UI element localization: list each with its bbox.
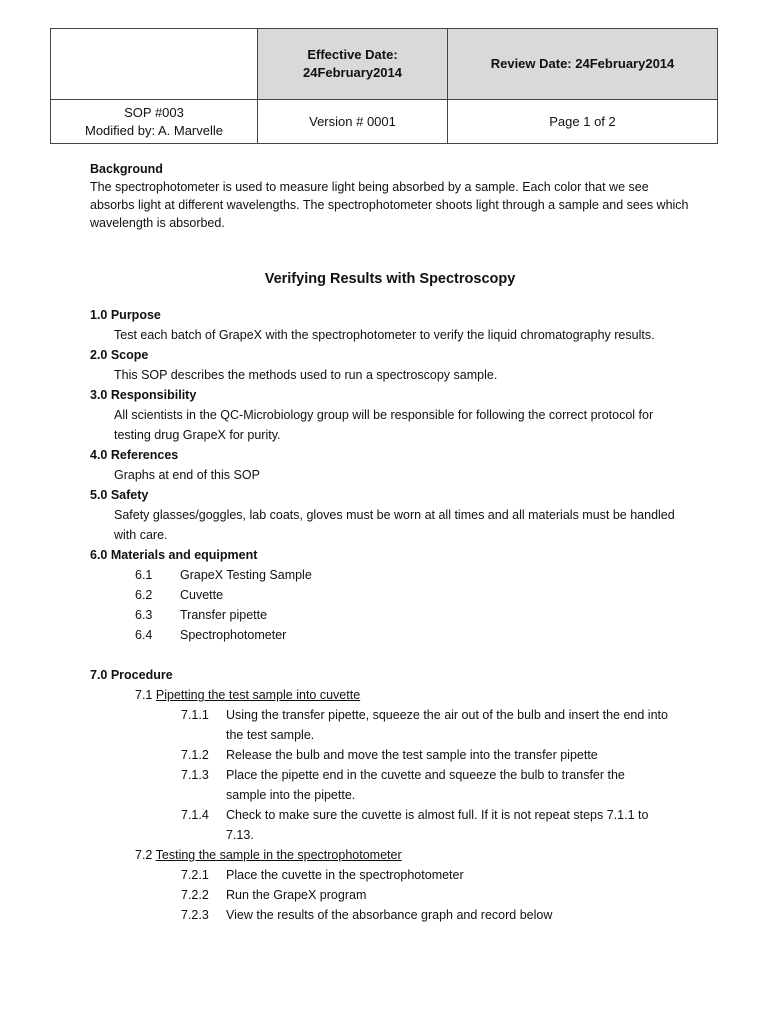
list-item bbox=[90, 625, 690, 645]
step-number: 7.2.3 bbox=[181, 908, 209, 922]
safety-text: Safety glasses/goggles, lab coats, gloves must be worn at all times and all materials must be handled with care. bbox=[114, 508, 675, 542]
subsection-title: Pipetting the test sample into cuvette bbox=[155, 688, 361, 702]
background-text: The spectrophotometer is used to measure light being absorbed by a sample. Each color that we see absorbs light at different wavelengths. The spectrophotometer shoots light through a sample and sees which wavelength is absorbed. bbox=[90, 180, 689, 230]
references-text: Graphs at end of this SOP bbox=[114, 468, 260, 482]
item-number: 6.4 bbox=[135, 628, 153, 642]
step-number: 7.1.4 bbox=[181, 808, 209, 822]
subsection-title: Testing the sample in the spectrophotometer bbox=[155, 848, 402, 862]
review-date-cell bbox=[448, 29, 718, 100]
purpose-title: 1.0 Purpose bbox=[90, 308, 161, 322]
sections bbox=[90, 305, 690, 925]
item-text: Spectrophotometer bbox=[180, 628, 287, 642]
procedure-step bbox=[90, 905, 690, 925]
subsection-number: 7.2 bbox=[135, 848, 153, 862]
responsibility-text: All scientists in the QC-Microbiology group will be responsible for following the correct protocol for testing drug GrapeX for purity. bbox=[114, 408, 654, 442]
item-text: Cuvette bbox=[180, 588, 224, 602]
step-number: 7.2.2 bbox=[181, 888, 209, 902]
header-table bbox=[50, 28, 718, 144]
review-date: Review Date: 24February2014 bbox=[490, 56, 675, 71]
step-text: Run the GrapeX program bbox=[226, 888, 367, 902]
background-title: Background bbox=[90, 162, 163, 176]
document-title: Verifying Results with Spectroscopy bbox=[264, 271, 516, 287]
modified-by: Modified by: A. Marvelle bbox=[84, 122, 223, 138]
item-text: Transfer pipette bbox=[180, 608, 268, 622]
procedure-title: 7.0 Procedure bbox=[90, 668, 173, 682]
responsibility-title: 3.0 Responsibility bbox=[90, 388, 197, 402]
step-text: Check to make sure the cuvette is almost full. If it is not repeat steps 7.1.1 to 7.13. bbox=[226, 808, 649, 842]
procedure-step bbox=[90, 745, 690, 765]
procedure-step bbox=[90, 885, 690, 905]
item-number: 6.3 bbox=[135, 608, 153, 622]
step-number: 7.2.1 bbox=[181, 868, 209, 882]
sop-number: SOP #003 bbox=[124, 104, 184, 120]
document-body bbox=[90, 160, 690, 925]
procedure-step bbox=[90, 865, 690, 885]
page-number: Page 1 of 2 bbox=[549, 113, 616, 129]
subsection-number: 7.1 bbox=[135, 688, 153, 702]
effective-date-label: Effective Date: bbox=[307, 47, 398, 62]
step-number: 7.1.1 bbox=[181, 708, 209, 722]
materials-title: 6.0 Materials and equipment bbox=[90, 548, 258, 562]
effective-date-value: 24February2014 bbox=[302, 65, 402, 80]
step-text: Using the transfer pipette, squeeze the air out of the bulb and insert the end into the test sample. bbox=[226, 708, 668, 742]
step-text: View the results of the absorbance graph and record below bbox=[226, 908, 553, 922]
procedure-subsection-heading bbox=[90, 685, 690, 705]
step-text: Release the bulb and move the test sample into the transfer pipette bbox=[226, 748, 598, 762]
step-number: 7.1.3 bbox=[181, 768, 209, 782]
effective-date-cell bbox=[258, 29, 448, 100]
list-item bbox=[90, 605, 690, 625]
references-title: 4.0 References bbox=[90, 448, 179, 462]
item-number: 6.1 bbox=[135, 568, 153, 582]
sop-cell bbox=[51, 100, 258, 144]
step-text: Place the cuvette in the spectrophotometer bbox=[226, 868, 464, 882]
procedure-section bbox=[90, 665, 690, 925]
step-number: 7.1.2 bbox=[181, 748, 209, 762]
procedure-step bbox=[90, 805, 690, 845]
item-number: 6.2 bbox=[135, 588, 153, 602]
list-item bbox=[90, 585, 690, 605]
procedure-subsection-heading bbox=[90, 845, 690, 865]
scope-title: 2.0 Scope bbox=[90, 348, 149, 362]
procedure-step bbox=[90, 705, 690, 745]
header-blank-cell bbox=[51, 29, 258, 100]
scope-text: This SOP describes the methods used to run a spectroscopy sample. bbox=[114, 368, 498, 382]
page-cell bbox=[448, 100, 718, 144]
safety-title: 5.0 Safety bbox=[90, 488, 149, 502]
item-text: GrapeX Testing Sample bbox=[180, 568, 312, 582]
version: Version # 0001 bbox=[309, 113, 396, 129]
step-text: Place the pipette end in the cuvette and squeeze the bulb to transfer the sample into the pipette. bbox=[226, 768, 625, 802]
procedure-step bbox=[90, 765, 690, 805]
purpose-text: Test each batch of GrapeX with the spectrophotometer to verify the liquid chromatography results. bbox=[114, 328, 655, 342]
list-item bbox=[90, 565, 690, 585]
version-cell bbox=[258, 100, 448, 144]
